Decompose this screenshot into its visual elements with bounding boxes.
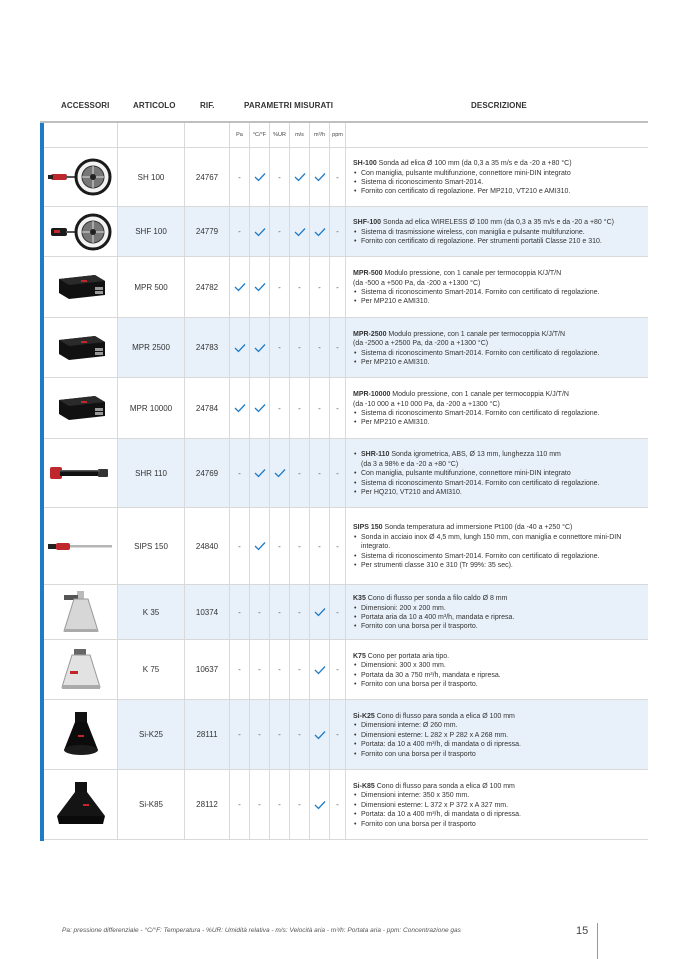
description-cell bbox=[346, 148, 648, 206]
param-cell: - bbox=[310, 257, 330, 317]
param-cell: - bbox=[270, 207, 290, 256]
hygrometric-probe-icon bbox=[44, 439, 118, 507]
description-bullet: • Fornito con certificato di regolazione. Per MP210, VT210 e AMI310. bbox=[353, 187, 644, 196]
param-cell: - bbox=[250, 770, 270, 839]
param-cell: - bbox=[310, 318, 330, 377]
product-image bbox=[44, 148, 118, 206]
checkmark-icon bbox=[254, 403, 266, 413]
rif-cell: 28111 bbox=[185, 700, 230, 769]
param-cell: - bbox=[330, 207, 346, 256]
flow-cone-icon bbox=[44, 585, 118, 639]
param-header-2: %UR bbox=[270, 123, 290, 147]
param-header-1: °C/°F bbox=[250, 123, 270, 147]
param-cell: - bbox=[330, 585, 346, 639]
param-cell: - bbox=[330, 378, 346, 438]
flow-cone-large-icon bbox=[44, 640, 118, 699]
square-flow-hood-icon bbox=[44, 770, 118, 839]
articolo-cell: SHR 110 bbox=[118, 439, 185, 507]
description-bullet: • Per MP210 e AMI310. bbox=[353, 358, 644, 367]
param-cell bbox=[250, 257, 270, 317]
articolo-cell: MPR 10000 bbox=[118, 378, 185, 438]
param-cell: - bbox=[250, 700, 270, 769]
pressure-module-icon bbox=[44, 378, 118, 438]
description-title: MPR-10000 Modulo pressione, con 1 canale per termocoppia K/J/T/N bbox=[353, 391, 569, 399]
param-cell bbox=[250, 148, 270, 206]
vane-probe-icon bbox=[44, 148, 118, 206]
description-cell bbox=[346, 508, 648, 584]
product-code: SIPS 150 bbox=[353, 524, 383, 532]
description-cell bbox=[346, 700, 648, 769]
header-rif: RIF. bbox=[200, 101, 215, 110]
product-code: Si-K25 bbox=[353, 712, 375, 720]
param-cell: - bbox=[330, 640, 346, 699]
param-cell bbox=[310, 770, 330, 839]
footer-legend: Pa: pressione differenziale - °C/°F: Temperatura - %UR: Umidità relativa - m/s: Velocità aria - m³/h: Portata aria - ppm: Concentrazione gas bbox=[62, 927, 461, 934]
description-bullet: • Portata aria da 10 a 400 m³/h, mandata e ripresa. bbox=[353, 613, 644, 622]
table-row bbox=[44, 318, 648, 378]
description-title: • SHR-110 Sonda igrometrica, ABS, Ø 13 mm, lunghezza 110 mm bbox=[353, 450, 644, 459]
description-bullet: • Portata: da 10 a 400 m³/h, di mandata o di ripressa. bbox=[353, 740, 644, 749]
table-row bbox=[44, 700, 648, 770]
param-cell bbox=[250, 318, 270, 377]
rif-cell: 10374 bbox=[185, 585, 230, 639]
description-title: SHF-100 Sonda ad elica WIRELESS Ø 100 mm (da 0,3 a 35 m/s e da -20 a +80 °C) bbox=[353, 219, 614, 227]
checkmark-icon bbox=[294, 172, 306, 182]
description-bullet: • Per MP210 e AMI310. bbox=[353, 297, 644, 306]
param-cell bbox=[310, 207, 330, 256]
param-cell bbox=[310, 148, 330, 206]
param-cell: - bbox=[330, 148, 346, 206]
param-cell bbox=[290, 207, 310, 256]
header-parametri: PARAMETRI MISURATI bbox=[244, 101, 334, 110]
immersion-probe-icon bbox=[44, 508, 118, 584]
rif-cell: 28112 bbox=[185, 770, 230, 839]
checkmark-icon bbox=[314, 607, 326, 617]
checkmark-icon bbox=[234, 343, 246, 353]
description-cell bbox=[346, 585, 648, 639]
table-row bbox=[44, 585, 648, 640]
table-row bbox=[44, 439, 648, 508]
param-header-5: ppm bbox=[330, 123, 346, 147]
product-image bbox=[44, 318, 118, 377]
param-cell bbox=[310, 700, 330, 769]
product-image bbox=[44, 378, 118, 438]
param-cell: - bbox=[230, 207, 250, 256]
product-image bbox=[44, 508, 118, 584]
params-subheader bbox=[44, 123, 648, 148]
product-code: K75 bbox=[353, 652, 366, 660]
description-bullet: • Fornito con una borsa per il trasporto. bbox=[353, 680, 644, 689]
description-bullet: • Sistema di trasmissione wireless, con maniglia e pulsante multifunzione. bbox=[353, 228, 644, 237]
product-image bbox=[44, 640, 118, 699]
description-bullet: • Dimensioni interne: Ø 260 mm. bbox=[353, 721, 644, 730]
description-title-cont: (da 3 a 98% e da -20 a +80 °C) bbox=[361, 460, 459, 468]
product-code: MPR-2500 bbox=[353, 330, 387, 338]
articolo-cell: K 35 bbox=[118, 585, 185, 639]
product-image bbox=[44, 700, 118, 769]
round-flow-cone-icon bbox=[44, 700, 118, 769]
checkmark-icon bbox=[294, 227, 306, 237]
param-cell bbox=[310, 585, 330, 639]
table-row bbox=[44, 148, 648, 207]
description-title-cont: (da -10 000 a +10 000 Pa, da -200 a +1300 °C) bbox=[353, 400, 500, 408]
rif-cell: 24767 bbox=[185, 148, 230, 206]
header-articolo: ARTICOLO bbox=[133, 101, 176, 110]
param-cell bbox=[230, 378, 250, 438]
param-cell: - bbox=[230, 640, 250, 699]
table-row bbox=[44, 257, 648, 318]
param-cell: - bbox=[230, 700, 250, 769]
product-image bbox=[44, 770, 118, 839]
description-bullet: • Per strumenti classe 310 e 310 (Tr 99%: 35 sec). bbox=[353, 561, 644, 570]
checkmark-icon bbox=[254, 227, 266, 237]
description-cell bbox=[346, 640, 648, 699]
description-cell bbox=[346, 207, 648, 256]
product-image bbox=[44, 257, 118, 317]
param-cell: - bbox=[250, 640, 270, 699]
product-image bbox=[44, 585, 118, 639]
description-cell bbox=[346, 439, 648, 507]
table-row bbox=[44, 640, 648, 700]
param-cell bbox=[230, 257, 250, 317]
param-cell: - bbox=[230, 508, 250, 584]
param-cell: - bbox=[290, 700, 310, 769]
description-bullet: • Sistema di riconoscimento Smart-2014. Fornito con certificato di regolazione. bbox=[353, 288, 644, 297]
product-code: SH-100 bbox=[353, 160, 377, 168]
description-bullet: • Per HQ210, VT210 and AMI310. bbox=[353, 488, 644, 497]
product-image bbox=[44, 439, 118, 507]
description-title: Si-K85 Cono di flusso para sonda a elica Ø 100 mm bbox=[353, 782, 515, 790]
description-cell bbox=[346, 257, 648, 317]
param-cell: - bbox=[330, 700, 346, 769]
product-code: K35 bbox=[353, 595, 366, 603]
param-cell bbox=[310, 640, 330, 699]
param-cell: - bbox=[310, 439, 330, 507]
param-cell bbox=[250, 378, 270, 438]
description-cell bbox=[346, 378, 648, 438]
description-title: Si-K25 Cono di flusso para sonda a elica Ø 100 mm bbox=[353, 712, 515, 720]
product-code: SHF-100 bbox=[353, 219, 382, 227]
checkmark-icon bbox=[274, 468, 286, 478]
param-cell: - bbox=[270, 508, 290, 584]
param-cell: - bbox=[270, 770, 290, 839]
description-bullet: • Dimensioni: 300 x 300 mm. bbox=[353, 661, 644, 670]
page-number-divider bbox=[597, 923, 598, 959]
description-title: SH-100 Sonda ad elica Ø 100 mm (da 0,3 a 35 m/s e da -20 a +80 °C) bbox=[353, 160, 572, 168]
param-header-0: Pa bbox=[230, 123, 250, 147]
param-cell: - bbox=[270, 585, 290, 639]
description-bullet: • Dimensioni esterne: L 372 x P 372 x A 327 mm. bbox=[353, 801, 644, 810]
param-cell: - bbox=[290, 439, 310, 507]
description-bullet: • Fornito con una borsa per il trasporto bbox=[353, 750, 644, 759]
description-title-cont: (da -500 a +500 Pa, da -200 a +1300 °C) bbox=[353, 279, 481, 287]
param-cell: - bbox=[290, 378, 310, 438]
description-title: SIPS 150 Sonda temperatura ad immersione Pt100 (da -40 a +250 °C) bbox=[353, 524, 573, 532]
param-cell: - bbox=[230, 439, 250, 507]
table-row bbox=[44, 207, 648, 257]
param-cell: - bbox=[310, 508, 330, 584]
param-cell: - bbox=[230, 585, 250, 639]
checkmark-icon bbox=[234, 282, 246, 292]
param-header-3: m/s bbox=[290, 123, 310, 147]
description-cell bbox=[346, 770, 648, 839]
rif-cell: 24783 bbox=[185, 318, 230, 377]
checkmark-icon bbox=[254, 282, 266, 292]
articolo-cell: SHF 100 bbox=[118, 207, 185, 256]
rif-cell: 10637 bbox=[185, 640, 230, 699]
description-bullet: • Con maniglia, pulsante multifunzione, connettore mini-DIN integrato bbox=[353, 169, 644, 178]
description-bullet: • Dimensioni interne: 350 x 350 mm. bbox=[353, 791, 644, 800]
param-cell: - bbox=[270, 378, 290, 438]
checkmark-icon bbox=[314, 227, 326, 237]
checkmark-icon bbox=[314, 730, 326, 740]
checkmark-icon bbox=[314, 800, 326, 810]
description-bullet: • Per MP210 e AMI310. bbox=[353, 418, 644, 427]
table-row bbox=[44, 378, 648, 439]
param-cell: - bbox=[330, 508, 346, 584]
param-cell: - bbox=[330, 257, 346, 317]
table-row bbox=[44, 770, 648, 840]
articolo-cell: MPR 500 bbox=[118, 257, 185, 317]
param-cell: - bbox=[330, 318, 346, 377]
param-cell: - bbox=[330, 439, 346, 507]
product-code: Si-K85 bbox=[353, 782, 375, 790]
param-cell: - bbox=[290, 585, 310, 639]
param-cell: - bbox=[290, 257, 310, 317]
pressure-module-icon bbox=[44, 257, 118, 317]
param-cell bbox=[250, 508, 270, 584]
description-bullet: • Sistema di riconoscimento Smart-2014. bbox=[353, 178, 644, 187]
param-header-4: m³/h bbox=[310, 123, 330, 147]
param-cell bbox=[290, 148, 310, 206]
checkmark-icon bbox=[254, 541, 266, 551]
param-cell: - bbox=[290, 508, 310, 584]
rif-cell: 24784 bbox=[185, 378, 230, 438]
param-cell: - bbox=[290, 770, 310, 839]
param-cell: - bbox=[290, 640, 310, 699]
articolo-cell: Si-K25 bbox=[118, 700, 185, 769]
checkmark-icon bbox=[254, 468, 266, 478]
description-title: MPR-500 Modulo pressione, con 1 canale per termocoppia K/J/T/N bbox=[353, 270, 562, 278]
articolo-cell: SH 100 bbox=[118, 148, 185, 206]
articolo-cell: SIPS 150 bbox=[118, 508, 185, 584]
description-bullet: • Sistema di riconoscimento Smart-2014. Fornito con certificato di regolazione. bbox=[353, 479, 644, 488]
description-bullet: • Sistema di riconoscimento Smart-2014. Fornito con certificato di regolazione. bbox=[353, 409, 644, 418]
param-cell bbox=[250, 207, 270, 256]
description-title-cont: (da -2500 a +2500 Pa, da -200 a +1300 °C) bbox=[353, 340, 489, 348]
param-cell: - bbox=[250, 585, 270, 639]
description-cell bbox=[346, 318, 648, 377]
description-bullet: • Fornito con una borsa per il trasporto bbox=[353, 820, 644, 829]
description-bullet: • Sonda in acciaio inox Ø 4,5 mm, lungh 150 mm, con maniglia e connettore mini-DIN integrato. bbox=[353, 533, 644, 552]
rif-cell: 24782 bbox=[185, 257, 230, 317]
rif-cell: 24769 bbox=[185, 439, 230, 507]
description-bullet: • Con maniglia, pulsante multifunzione, connettore mini-DIN integrato bbox=[353, 469, 644, 478]
description-bullet: • Sistema di riconoscimento Smart-2014. Fornito con certificato di regolazione. bbox=[353, 552, 644, 561]
description-title: K75 Cono per portata aria tipo. bbox=[353, 652, 450, 660]
header-descrizione: DESCRIZIONE bbox=[471, 101, 527, 110]
wireless-vane-probe-icon bbox=[44, 207, 118, 256]
product-image bbox=[44, 207, 118, 256]
param-cell bbox=[270, 439, 290, 507]
articolo-cell: K 75 bbox=[118, 640, 185, 699]
param-cell: - bbox=[270, 700, 290, 769]
product-code: SHR-110 bbox=[361, 451, 390, 459]
param-cell bbox=[250, 439, 270, 507]
param-cell: - bbox=[330, 770, 346, 839]
description-title: MPR-2500 Modulo pressione, con 1 canale per termocoppia K/J/T/N bbox=[353, 330, 566, 338]
description-bullet: • Portata da 30 a 750 m³/h, mandata e ripresa. bbox=[353, 671, 644, 680]
rif-cell: 24779 bbox=[185, 207, 230, 256]
description-title: K35 Cono di flusso per sonda a filo caldo Ø 8 mm bbox=[353, 595, 508, 603]
param-cell: - bbox=[230, 770, 250, 839]
description-bullet: • Dimensioni esterne: L 282 x P 282 x A 268 mm. bbox=[353, 731, 644, 740]
table-row bbox=[44, 508, 648, 585]
product-code: MPR-10000 bbox=[353, 391, 391, 399]
description-bullet: • Fornito con una borsa per il trasporto. bbox=[353, 622, 644, 631]
checkmark-icon bbox=[314, 665, 326, 675]
description-bullet: • Fornito con certificato di regolazione. Per strumenti portatili Classe 210 e 310. bbox=[353, 237, 644, 246]
description-bullet: • Dimensioni: 200 x 200 mm. bbox=[353, 604, 644, 613]
product-code: MPR-500 bbox=[353, 270, 383, 278]
description-bullet: • Sistema di riconoscimento Smart-2014. Fornito con certificato di regolazione. bbox=[353, 349, 644, 358]
param-cell: - bbox=[270, 148, 290, 206]
checkmark-icon bbox=[234, 403, 246, 413]
param-cell: - bbox=[310, 378, 330, 438]
param-cell: - bbox=[270, 640, 290, 699]
checkmark-icon bbox=[314, 172, 326, 182]
checkmark-icon bbox=[254, 343, 266, 353]
rif-cell: 24840 bbox=[185, 508, 230, 584]
checkmark-icon bbox=[254, 172, 266, 182]
description-bullet: • Portata: da 10 a 400 m³/h, di mandata o di ripressa. bbox=[353, 810, 644, 819]
articolo-cell: Si-K85 bbox=[118, 770, 185, 839]
pressure-module-icon bbox=[44, 318, 118, 377]
articolo-cell: MPR 2500 bbox=[118, 318, 185, 377]
param-cell: - bbox=[270, 257, 290, 317]
param-cell bbox=[230, 318, 250, 377]
param-cell: - bbox=[270, 318, 290, 377]
page-number: 15 bbox=[576, 925, 589, 937]
param-cell: - bbox=[230, 148, 250, 206]
header-accessori: ACCESSORI bbox=[61, 101, 110, 110]
param-cell: - bbox=[290, 318, 310, 377]
